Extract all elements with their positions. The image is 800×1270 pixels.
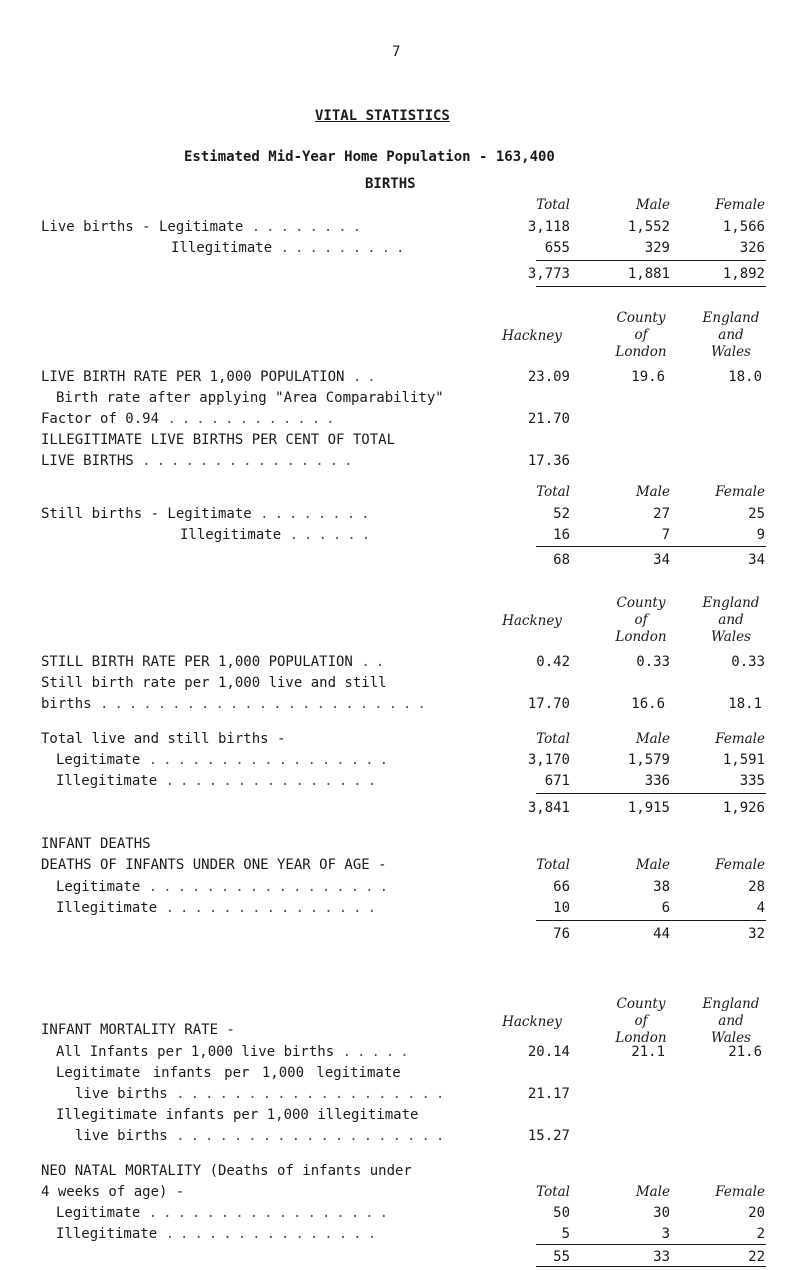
still-rate-county: 0.33 [636,654,670,670]
infant-legit-label: Legitimate ................. [56,879,395,895]
col-female-header: Female [715,484,765,500]
live-illegit-male: 329 [644,240,670,256]
rule [536,546,766,547]
col-male-header: Male [635,484,670,500]
still-illegit-female: 9 [756,527,765,543]
col-female-header: Female [715,857,765,873]
births-heading: BIRTHS [365,176,416,192]
col-england-header: England and Wales [702,595,760,645]
col-hackney-header: Hackney [502,1014,562,1030]
neo-illegit-female: 2 [756,1226,765,1242]
still-illegit-male: 7 [661,527,670,543]
live-sum-male: 1,881 [627,266,670,282]
still-rate-hackney: 0.42 [536,654,570,670]
col-male-header: Male [635,197,670,213]
total-legit-male: 1,579 [627,752,670,768]
still-rate2-label: Still birth rate per 1,000 live and still [41,675,387,691]
still-sum-total: 68 [553,552,570,568]
rule [536,1266,766,1267]
total-sum-male: 1,915 [627,800,670,816]
col-total-header: Total [536,1184,570,1200]
infant-mortality-all-hackney: 20.14 [527,1044,570,1060]
comparability-value: 21.70 [527,411,570,427]
infant-mortality-illegit-label-2: live births ................... [75,1128,451,1144]
total-illegit-total: 671 [544,773,570,789]
infant-legit-female: 28 [748,879,765,895]
neo-natal-label-2: 4 weeks of age) - [41,1184,185,1200]
infant-mortality-legit-label: Legitimate infants per 1,000 legitimate [56,1065,401,1081]
infant-deaths-heading: INFANT DEATHS [41,836,151,852]
still-sum-female: 34 [748,552,765,568]
infant-sum-female: 32 [748,926,765,942]
total-legit-female: 1,591 [722,752,765,768]
neo-legit-total: 50 [553,1205,570,1221]
neo-legit-female: 20 [748,1205,765,1221]
total-illegit-female: 335 [739,773,765,789]
still-illegit-total: 16 [553,527,570,543]
still-rate2-hackney: 17.70 [527,696,570,712]
page-title: VITAL STATISTICS [315,108,450,124]
page-number: 7 [392,44,401,60]
live-birth-rate-hackney: 23.09 [527,369,570,385]
still-births-illegit-label: Illegitimate ...... [180,527,377,543]
infant-illegit-total: 10 [553,900,570,916]
infant-mortality-legit-value: 21.17 [527,1086,570,1102]
infant-mortality-heading: INFANT MORTALITY RATE - [41,1022,235,1038]
col-county-header: County of London [615,310,667,360]
col-england-header: England and Wales [702,310,760,360]
infant-mortality-illegit-value: 15.27 [527,1128,570,1144]
infant-mortality-illegit-label: Illegitimate infants per 1,000 illegitimate [56,1107,419,1123]
infant-deaths-label: DEATHS OF INFANTS UNDER ONE YEAR OF AGE - [41,857,387,873]
live-sum-total: 3,773 [527,266,570,282]
col-county-header: County of London [615,595,667,645]
rule [536,260,766,261]
infant-legit-total: 66 [553,879,570,895]
population-line: Estimated Mid-Year Home Population - 163,400 [184,149,555,165]
still-rate-label: STILL BIRTH RATE PER 1,000 POPULATION .. [41,654,391,670]
col-female-header: Female [715,197,765,213]
comparability-label-2: Factor of 0.94 ............ [41,411,341,427]
neo-sum-total: 55 [553,1249,570,1265]
infant-mortality-all-label: All Infants per 1,000 live births ..... [56,1044,415,1060]
col-male-header: Male [635,857,670,873]
col-hackney-header: Hackney [502,613,562,629]
live-birth-rate-county: 19.6 [631,369,665,385]
infant-illegit-label: Illegitimate ............... [56,900,383,916]
still-legit-total: 52 [553,506,570,522]
total-illegit-label: Illegitimate ............... [56,773,383,789]
live-birth-rate-label: LIVE BIRTH RATE PER 1,000 POPULATION .. [41,369,382,385]
still-rate2-county: 16.6 [631,696,665,712]
live-births-legit-label: Live births - Legitimate ........ [41,219,368,235]
total-legit-total: 3,170 [527,752,570,768]
infant-mortality-all-england: 21.6 [728,1044,762,1060]
infant-sum-total: 76 [553,926,570,942]
col-total-header: Total [536,484,570,500]
illegit-percent-value: 17.36 [527,453,570,469]
rule [536,793,766,794]
live-birth-rate-england: 18.0 [728,369,762,385]
live-legit-male: 1,552 [627,219,670,235]
rule [536,286,766,287]
comparability-label: Birth rate after applying "Area Comparability" [56,390,444,406]
live-sum-female: 1,892 [722,266,765,282]
live-illegit-total: 655 [544,240,570,256]
illegit-percent-label: ILLEGITIMATE LIVE BIRTHS PER CENT OF TOTAL [41,432,396,448]
total-births-label: Total live and still births - [41,731,286,747]
neo-illegit-total: 5 [561,1226,570,1242]
total-legit-label: Legitimate ................. [56,752,395,768]
neo-legit-label: Legitimate ................. [56,1205,395,1221]
total-illegit-male: 336 [644,773,670,789]
live-legit-female: 1,566 [722,219,765,235]
infant-mortality-legit-label-2: live births ................... [75,1086,451,1102]
col-england-header: England and Wales [702,996,760,1046]
rule [536,1244,766,1245]
live-legit-total: 3,118 [527,219,570,235]
still-legit-female: 25 [748,506,765,522]
neo-illegit-label: Illegitimate ............... [56,1226,383,1242]
total-sum-female: 1,926 [722,800,765,816]
col-county-header: County of London [615,996,667,1046]
still-legit-male: 27 [653,506,670,522]
infant-sum-male: 44 [653,926,670,942]
rule [536,920,766,921]
col-hackney-header: Hackney [502,328,562,344]
still-sum-male: 34 [653,552,670,568]
col-total-header: Total [536,731,570,747]
illegit-percent-label-2: LIVE BIRTHS ............... [41,453,359,469]
neo-legit-male: 30 [653,1205,670,1221]
live-illegit-female: 326 [739,240,765,256]
still-rate-england: 0.33 [731,654,765,670]
col-male-header: Male [635,731,670,747]
neo-natal-label: NEO NATAL MORTALITY (Deaths of infants under [41,1163,412,1179]
still-rate2-england: 18.1 [728,696,762,712]
live-births-illegit-label: Illegitimate ......... [171,240,411,256]
col-total-header: Total [536,857,570,873]
col-total-header: Total [536,197,570,213]
infant-illegit-female: 4 [756,900,765,916]
neo-illegit-male: 3 [661,1226,670,1242]
infant-mortality-all-county: 21.1 [631,1044,665,1060]
col-female-header: Female [715,1184,765,1200]
total-sum-total: 3,841 [527,800,570,816]
still-births-legit-label: Still births - Legitimate ........ [41,506,376,522]
col-female-header: Female [715,731,765,747]
infant-legit-male: 38 [653,879,670,895]
neo-sum-female: 22 [748,1249,765,1265]
still-rate2-label-2: births ....................... [41,696,432,712]
col-male-header: Male [635,1184,670,1200]
neo-sum-male: 33 [653,1249,670,1265]
infant-illegit-male: 6 [661,900,670,916]
